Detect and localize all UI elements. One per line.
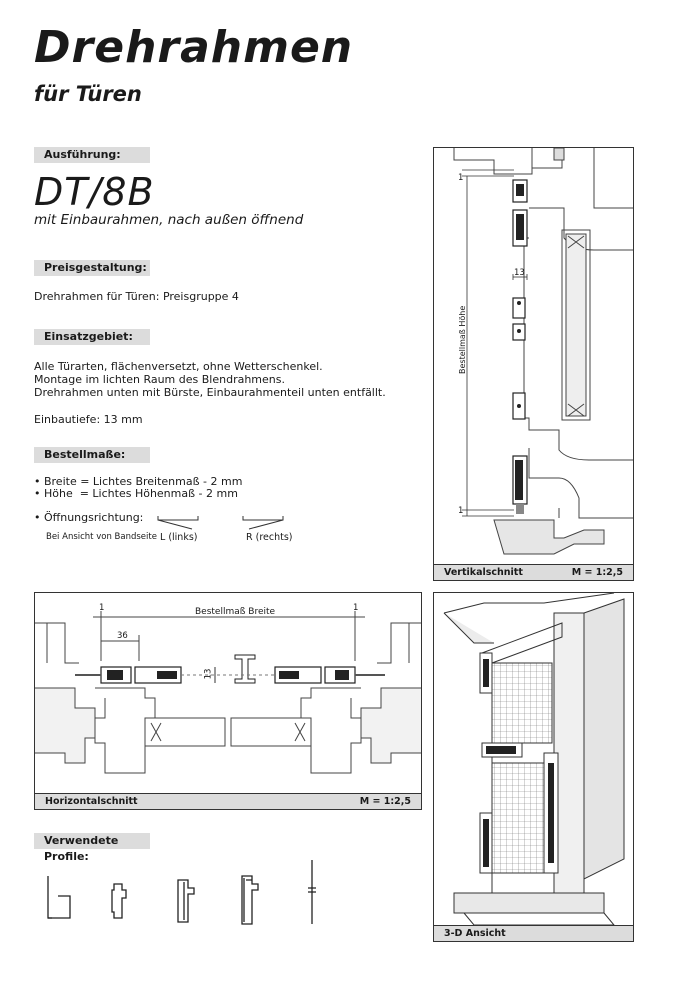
horizontalschnitt-drawing xyxy=(35,593,421,794)
profile-1 xyxy=(48,876,70,918)
vertikal-scale: M = 1:2,5 xyxy=(571,567,623,578)
model-name: DT/8B xyxy=(34,170,155,214)
ansicht3d-caption: 3-D Ansicht xyxy=(444,928,506,939)
horizontal-scale: M = 1:2,5 xyxy=(359,796,411,807)
page-title: Drehrahmen xyxy=(34,22,354,73)
direction-left-label: L (links) xyxy=(160,532,198,543)
profile-2 xyxy=(112,884,126,918)
einsatz-line-2: Montage im lichten Raum des Blendrahmens. xyxy=(34,373,285,386)
bestell-ansicht: Bei Ansicht von Bandseite xyxy=(46,532,157,542)
section-label-bestell: Bestellmaße: xyxy=(34,447,150,463)
einsatz-line-1: Alle Türarten, flächenversetzt, ohne Wetterschenkel. xyxy=(34,360,323,373)
horizontal-dim-1-right: 1 xyxy=(353,603,359,613)
vertikal-dim-1-top: 1 xyxy=(458,173,464,183)
model-description: mit Einbaurahmen, nach außen öffnend xyxy=(34,212,304,228)
horizontal-dim-1-left: 1 xyxy=(99,603,105,613)
vertikalschnitt-panel xyxy=(433,147,634,581)
ansicht3d-panel xyxy=(433,592,634,942)
section-label-preis: Preisgestaltung: xyxy=(34,260,150,276)
vertikal-caption-bar xyxy=(434,564,633,580)
vertikal-caption: Vertikalschnitt xyxy=(444,567,523,578)
section-label-ausfuehrung: Ausführung: xyxy=(34,147,150,163)
profile-4 xyxy=(242,876,258,924)
direction-right-label: R (rechts) xyxy=(246,532,293,543)
profile-3 xyxy=(178,880,194,922)
bestell-hoehe: • Höhe = Lichtes Höhenmaß - 2 mm xyxy=(34,487,238,500)
ansicht3d-drawing xyxy=(434,593,633,926)
horizontalschnitt-panel xyxy=(34,592,422,810)
bestell-breite: • Breite = Lichtes Breitenmaß - 2 mm xyxy=(34,475,243,488)
horizontal-caption-bar xyxy=(35,793,421,809)
section-label-profile: Verwendete Profile: xyxy=(34,833,150,849)
vertikal-dim-13: 13 xyxy=(514,268,525,278)
vertikal-dim-1-bottom: 1 xyxy=(458,506,464,516)
section-label-einsatz: Einsatzgebiet: xyxy=(34,329,150,345)
bestell-oeffnung: • Öffnungsrichtung: xyxy=(34,511,144,524)
einsatz-line-3: Drehrahmen unten mit Bürste, Einbaurahmenteil unten entfällt. xyxy=(34,386,386,399)
horizontal-dim-13: 13 xyxy=(203,668,214,680)
horizontal-caption: Horizontalschnitt xyxy=(45,796,138,807)
einbautiefe-text: Einbautiefe: 13 mm xyxy=(34,413,143,426)
vertikal-dim-label: Bestellmaß Höhe xyxy=(458,305,467,374)
ansicht3d-caption-bar xyxy=(434,925,633,941)
page-subtitle: für Türen xyxy=(34,82,142,106)
horizontal-dim-36: 36 xyxy=(117,631,128,641)
preis-text: Drehrahmen für Türen: Preisgruppe 4 xyxy=(34,290,239,303)
horizontal-dim-label: Bestellmaß Breite xyxy=(195,607,276,617)
